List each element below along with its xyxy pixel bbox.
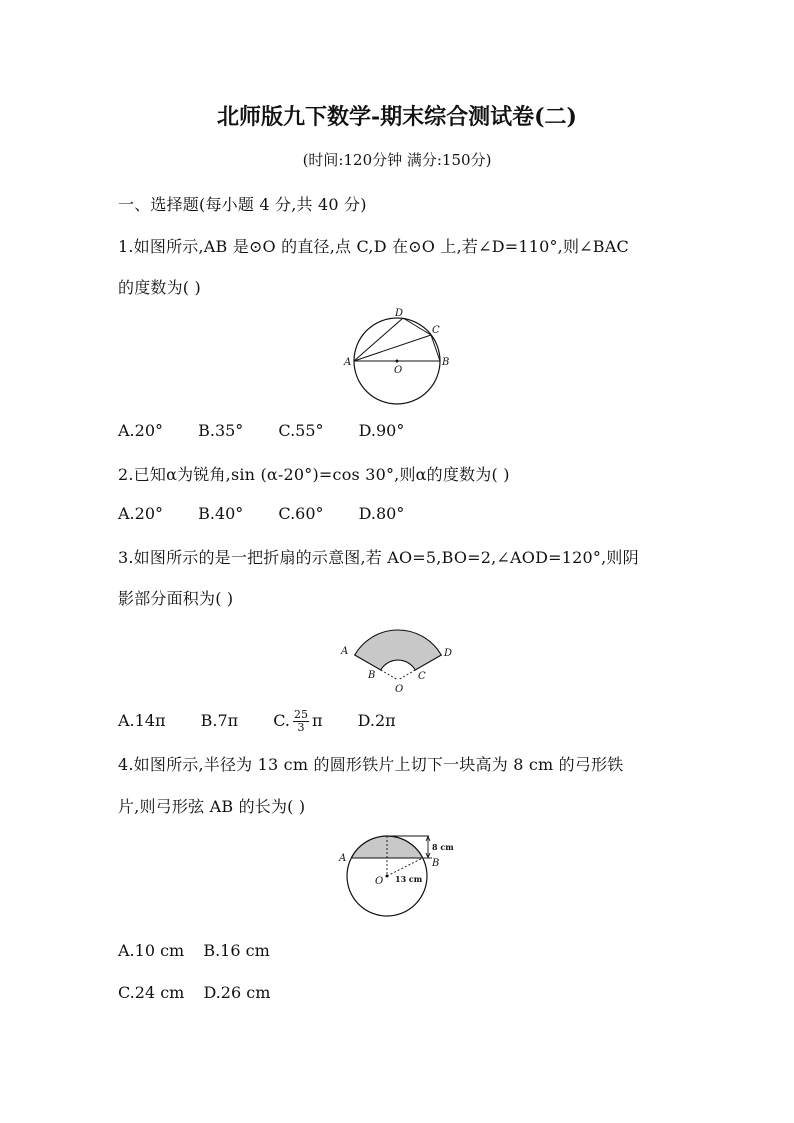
chord-dc [403,318,431,335]
label-c: C [432,325,440,336]
label-a: A [344,357,352,368]
option-d: D.26 cm [203,983,271,1002]
option-b: B.35° [198,421,244,440]
option-c: C.55° [278,421,324,440]
section-heading: 一、选择题(每小题 4 分,共 40 分) [118,195,367,214]
label-o: O [375,876,384,887]
chord-ad [354,318,403,361]
label-b: B [368,670,376,681]
question-1-figure [340,305,460,415]
option-c [273,709,322,734]
fan-shaded-region [355,630,442,670]
question-3-options [118,709,426,734]
option-c-label: C. [273,711,291,730]
question-1-text-cont: 的度数为( ) [118,278,201,297]
question-4-text: 4.如图所示,半径为 13 cm 的圆形铁片上切下一块高为 8 cm 的弓形铁 [118,755,624,774]
option-d: D.2π [357,711,396,730]
center-point [386,875,389,878]
label-height: 8 cm [432,842,454,852]
option-a: A.20° [118,504,163,523]
question-3-text: 3.如图所示的是一把折扇的示意图,若 AO=5,BO=2,∠AOD=120°,则阴 [118,548,639,567]
question-2-text: 2.已知α为锐角,sin (α-20°)=cos 30°,则α的度数为( ) [118,465,510,484]
option-c: C.24 cm [118,983,185,1002]
question-3-figure [330,618,470,698]
fraction-numerator: 25 [294,708,309,721]
option-b: B.40° [198,504,244,523]
center-point [396,360,399,363]
segment-shaded-region [351,836,422,858]
question-4-options-row2 [118,983,300,1002]
question-1-options [118,421,434,440]
label-o: O [395,684,404,695]
option-d: D.80° [358,504,405,523]
option-d: D.90° [358,421,405,440]
label-d: D [444,648,453,659]
option-c: C.60° [278,504,324,523]
question-2-options [118,504,434,523]
label-a: A [339,853,347,864]
chord-cb [431,335,440,361]
exam-info: (时间:120分钟 满分:150分) [302,151,492,169]
option-a: A.10 cm [118,941,185,960]
dashed-oc [398,670,415,680]
option-b: B.7π [200,711,239,730]
label-o: O [394,365,403,376]
option-a: A.14π [118,711,166,730]
label-b: B [432,858,440,869]
question-4-text-cont: 片,则弓形弦 AB 的长为( ) [118,797,306,816]
label-c: C [418,671,426,682]
page-title: 北师版九下数学-期末综合测试卷(二) [217,104,577,130]
question-4-options-row1 [118,941,300,960]
option-b: B.16 cm [203,941,270,960]
pi-symbol: π [312,711,323,730]
option-a: A.20° [118,421,163,440]
fraction-denominator: 3 [297,721,305,734]
question-1-text: 1.如图所示,AB 是⊙O 的直径,点 C,D 在⊙O 上,若∠D=110°,则∠BAC [118,237,629,256]
dashed-ob [381,670,398,680]
label-b: B [442,357,450,368]
question-3-text-cont: 影部分面积为( ) [118,589,234,608]
question-4-figure [334,828,464,923]
chord-ac [354,335,431,361]
fraction [293,709,309,734]
label-radius: 13 cm [395,874,423,884]
label-a: A [341,646,349,657]
label-d: D [395,308,404,319]
